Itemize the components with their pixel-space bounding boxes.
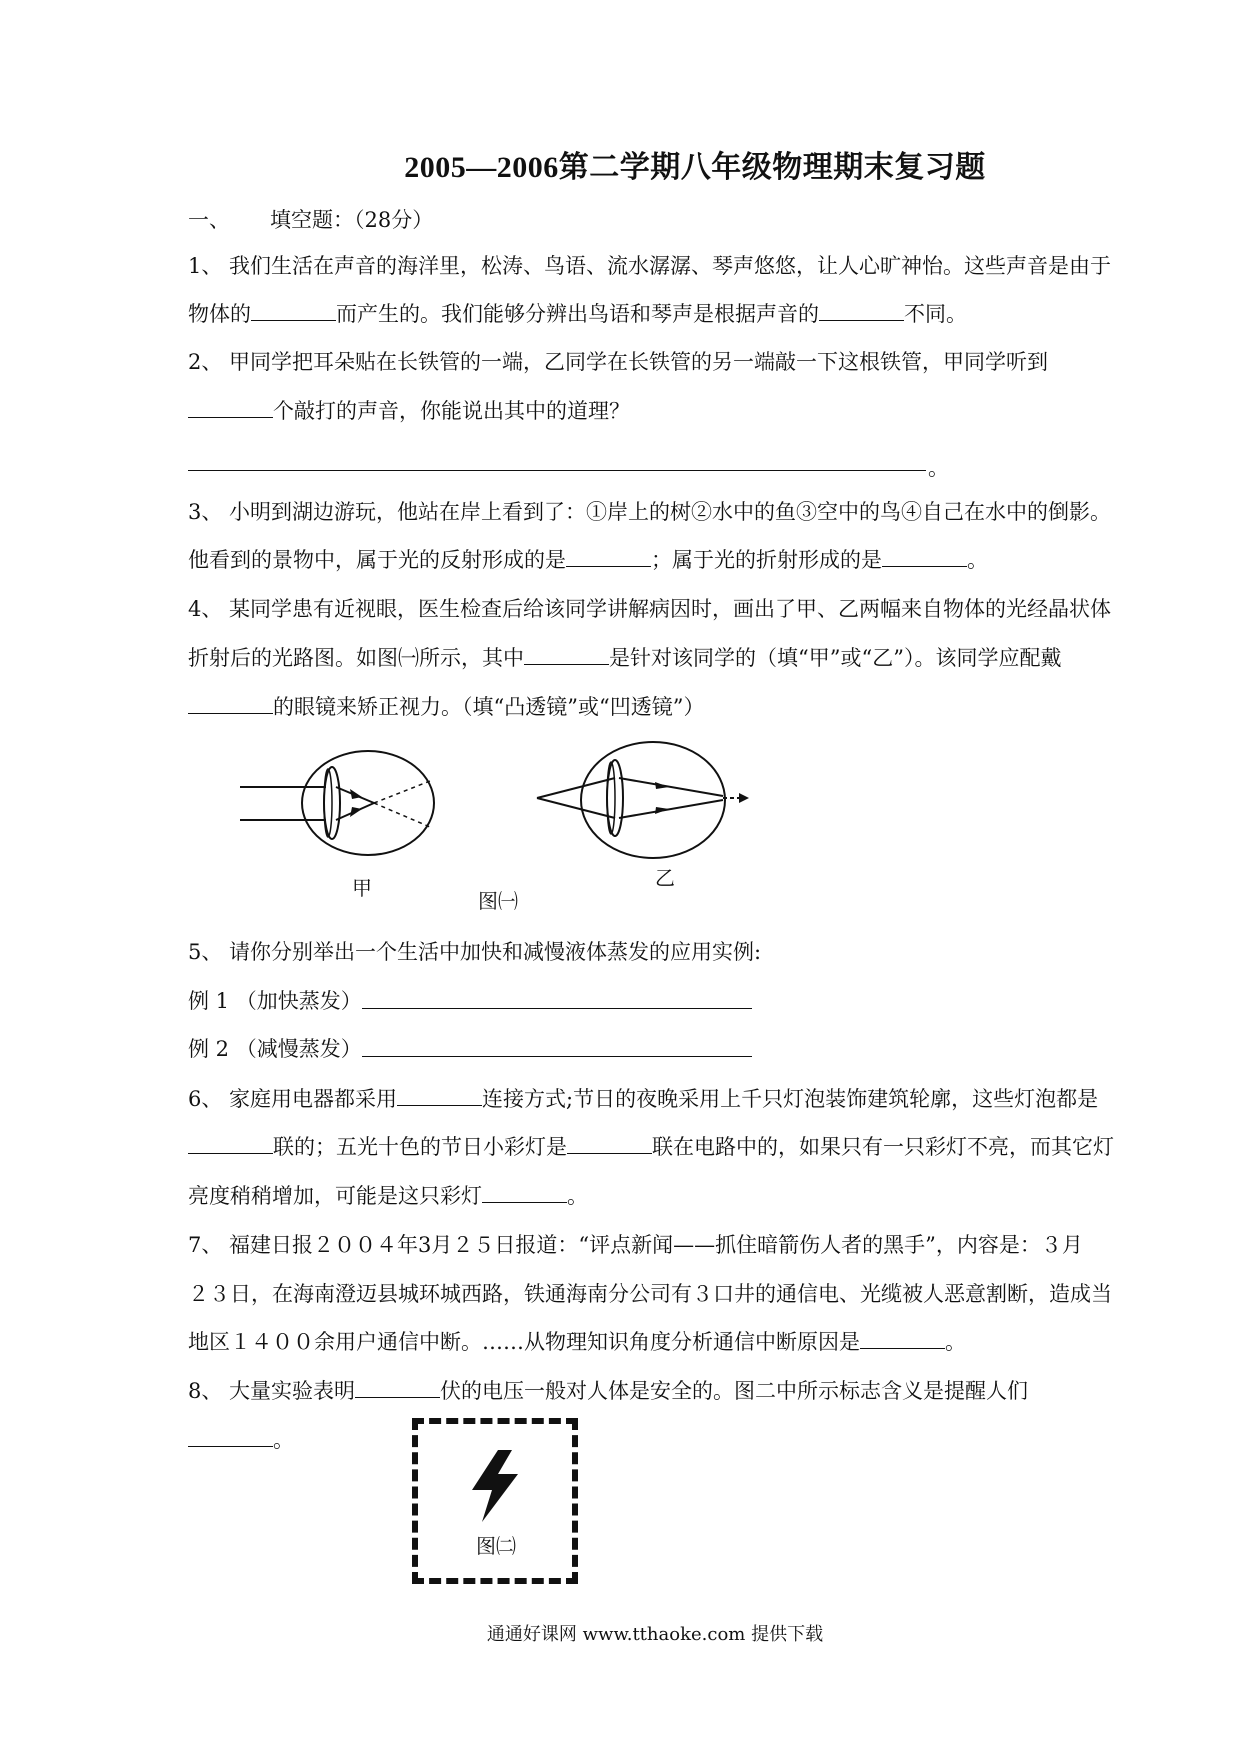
figure-label-a: 甲 — [352, 876, 372, 900]
answer-blank[interactable] — [188, 693, 273, 714]
question-8-line-1: 8、 大量实验表明 伏的电压一般对人体是安全的。图二中所示标志含义是提醒人们 — [188, 1379, 1029, 1403]
question-7-line-2: ２３日，在海南澄迈县城环城西路，铁通海南分公司有３口井的通信电、光缆被人恶意割断，造成当 — [188, 1282, 1112, 1306]
figure-label-b: 乙 — [655, 866, 675, 890]
question-6-line-2: 联的；五光十色的节日小彩灯是 联在电路中的，如果只有一只彩灯不亮，而其它灯 — [188, 1132, 1114, 1162]
answer-blank[interactable] — [188, 1426, 273, 1447]
section-heading — [188, 205, 433, 235]
answer-blank[interactable] — [397, 1085, 482, 1106]
question-6-line-3: 亮度稍稍增加，可能是这只彩灯 。 — [188, 1184, 588, 1208]
eye-diagram-a — [240, 745, 440, 865]
answer-long-line[interactable] — [188, 470, 926, 471]
answer-blank[interactable] — [860, 1328, 945, 1349]
answer-line-example-1[interactable] — [362, 1008, 752, 1009]
answer-blank[interactable] — [524, 644, 609, 665]
lightning-icon — [468, 1450, 524, 1522]
question-8-line-2: 。 — [188, 1425, 294, 1455]
answer-blank[interactable] — [355, 1377, 440, 1398]
answer-line-example-2[interactable] — [362, 1056, 752, 1057]
answer-line-end: 。 — [928, 456, 949, 480]
warning-sign — [412, 1418, 578, 1584]
answer-blank[interactable] — [188, 397, 273, 418]
question-5-example-2: 例 2 （减慢蒸发） — [188, 1037, 362, 1061]
question-7-line-3: 地区１４００余用户通信中断。……从物理知识角度分析通信中断原因是 。 — [188, 1330, 966, 1354]
question-7-line-1: 7、 福建日报２００４年3月２５日报道：“评点新闻——抓住暗箭伤人者的黑手”，内容是：３月 — [188, 1233, 1083, 1257]
question-3-line-2: 他看到的景物中，属于光的反射形成的是 ；属于光的折射形成的是 。 — [188, 548, 988, 572]
answer-blank[interactable] — [882, 546, 967, 567]
answer-blank[interactable] — [251, 300, 336, 321]
eye-diagram-b — [535, 730, 755, 870]
question-5-line-1: 5、 请你分别举出一个生活中加快和减慢液体蒸发的应用实例: — [188, 940, 762, 964]
section-label: 填空题：（28分） — [270, 208, 434, 232]
question-4-line-2: 折射后的光路图。如图㈠所示，其中 是针对该同学的（填“甲”或“乙”）。该同学应配戴 — [188, 646, 1062, 670]
figure-2-caption: 图㈡ — [476, 1534, 516, 1558]
question-4-line-3: 的眼镜来矫正视力。（填“凸透镜”或“凹透镜”） — [188, 692, 704, 722]
question-2-line-1: 2、 甲同学把耳朵贴在长铁管的一端，乙同学在长铁管的另一端敲一下这根铁管，甲同学听到 — [188, 350, 1049, 374]
answer-blank[interactable] — [482, 1182, 567, 1203]
question-2-line-2: 个敲打的声音，你能说出其中的道理？ — [188, 396, 630, 426]
answer-blank[interactable] — [567, 1133, 652, 1154]
figure-1-caption: 图㈠ — [478, 889, 518, 913]
question-1-line-1: 1、 我们生活在声音的海洋里，松涛、鸟语、流水潺潺、琴声悠悠，让人心旷神怡。这些声音是由于 — [188, 254, 1112, 278]
answer-blank[interactable] — [188, 1133, 273, 1154]
question-5-example-1: 例 1 （加快蒸发） — [188, 989, 362, 1013]
footer-credit: 通通好课网 www.tthaoke.com 提供下载 — [486, 1624, 824, 1645]
question-6-line-1: 6、 家庭用电器都采用 连接方式;节日的夜晚采用上千只灯泡装饰建筑轮廓，这些灯泡都是 — [188, 1087, 1099, 1111]
answer-blank[interactable] — [566, 546, 651, 567]
question-1-line-2: 物体的 而产生的。我们能够分辨出鸟语和琴声是根据声音的 不同。 — [188, 302, 967, 326]
question-4-line-1: 4、 某同学患有近视眼，医生检查后给该同学讲解病因时，画出了甲、乙两幅来自物体的光经晶状体 — [188, 597, 1112, 621]
section-number: 一、 — [188, 208, 230, 232]
question-3-line-1: 3、 小明到湖边游玩，他站在岸上看到了：①岸上的树②水中的鱼③空中的鸟④自己在水中的倒影。 — [188, 500, 1112, 524]
page-title: 2005—2006第二学期八年级物理期末复习题 — [404, 151, 986, 184]
answer-blank[interactable] — [819, 300, 904, 321]
